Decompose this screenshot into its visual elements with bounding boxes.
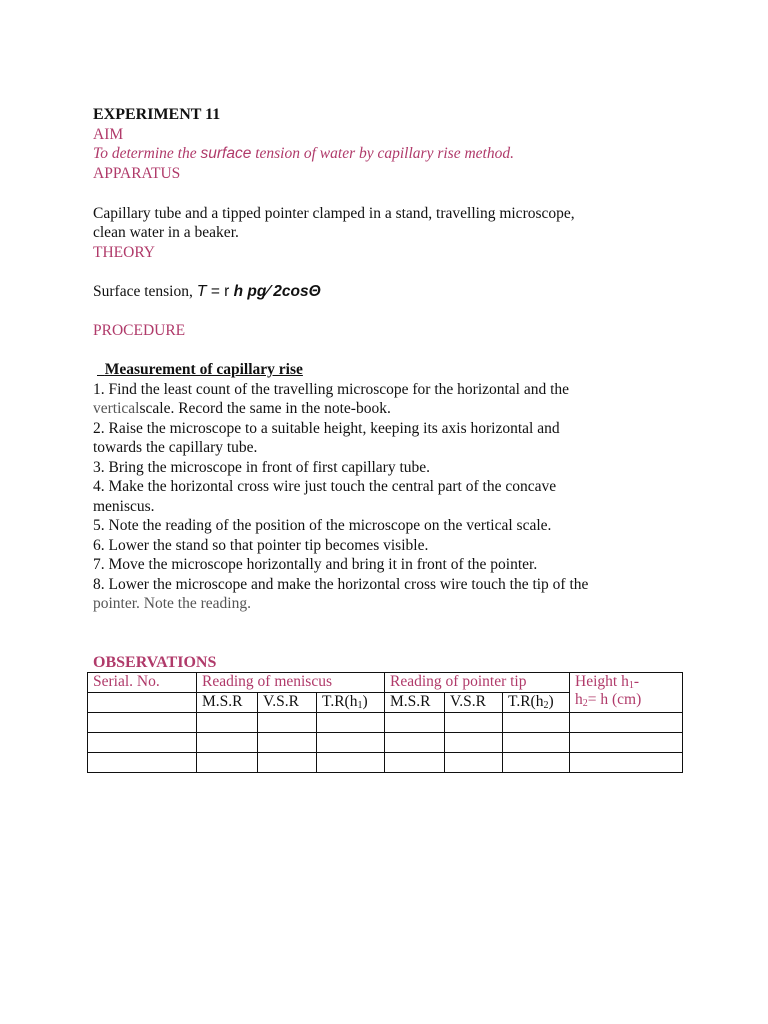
observations-heading: OBSERVATIONS	[93, 654, 217, 671]
table-cell	[317, 713, 385, 733]
apparatus-line-2: clean water in a beaker.	[93, 224, 239, 241]
procedure-subheading: Measurement of capillary rise	[104, 361, 303, 378]
table-cell	[258, 753, 317, 773]
table-cell	[88, 753, 197, 773]
experiment-title: EXPERIMENT 11	[93, 106, 221, 123]
theory-formula: Surface tension, T = r h pg⁄ 2cosΘ	[93, 283, 321, 300]
procedure-step-3: 3. Bring the microscope in front of first capillary tube.	[93, 459, 431, 476]
table-cell	[197, 733, 258, 753]
header-height: Height $h_1-$ $h_2= h$ (cm)	[570, 673, 683, 713]
procedure-step-4: 4. Make the horizontal cross wire just touch the central part of the concave	[93, 478, 557, 495]
procedure-step-7: 7. Move the microscope horizontally and bring it in front of the pointer.	[93, 556, 538, 573]
header-vsr-2: V.S.R	[445, 693, 503, 713]
apparatus-line-1: Capillary tube and a tipped pointer clamped in a stand, travelling microscope,	[93, 205, 575, 222]
header-reading-meniscus: Reading of meniscus	[197, 673, 385, 693]
procedure-heading: PROCEDURE	[93, 322, 186, 339]
header-msr-2: M.S.R	[385, 693, 445, 713]
table-row	[88, 733, 683, 753]
header-tr-h1: $T.R(h_1)$	[317, 693, 385, 713]
table-cell	[503, 753, 570, 773]
header-vsr-1: V.S.R	[258, 693, 317, 713]
table-cell	[445, 733, 503, 753]
table-cell	[88, 713, 197, 733]
table-cell	[570, 753, 683, 773]
observations-table	[87, 672, 683, 773]
table-cell	[258, 733, 317, 753]
table-cell	[503, 733, 570, 753]
theory-heading: THEORY	[93, 244, 155, 261]
table-header-row	[88, 673, 683, 693]
procedure-step-2: 2. Raise the microscope to a suitable height, keeping its axis horizontal and	[93, 420, 560, 437]
aim-heading: AIM	[93, 126, 124, 143]
apparatus-heading: APPARATUS	[93, 165, 181, 182]
procedure-step-5: 5. Note the reading of the position of the microscope on the vertical scale.	[93, 517, 552, 534]
table-cell	[570, 733, 683, 753]
table-row	[88, 713, 683, 733]
procedure-step-6: 6. Lower the stand so that pointer tip becomes visible.	[93, 537, 429, 554]
header-reading-pointer-tip: Reading of pointer tip	[385, 673, 570, 693]
table-cell	[445, 713, 503, 733]
table-cell	[88, 693, 197, 713]
table-cell	[385, 753, 445, 773]
table-cell	[317, 733, 385, 753]
procedure-step-2-cont: towards the capillary tube.	[93, 439, 258, 456]
header-msr-1: M.S.R	[197, 693, 258, 713]
table-cell	[570, 713, 683, 733]
table-cell	[385, 713, 445, 733]
table-cell	[197, 753, 258, 773]
table-cell	[503, 713, 570, 733]
table-cell	[88, 733, 197, 753]
table-cell	[385, 733, 445, 753]
table-cell	[258, 713, 317, 733]
table-cell	[197, 713, 258, 733]
header-tr-h2: $T.R(h_2)$	[503, 693, 570, 713]
table-row	[88, 753, 683, 773]
procedure-step-1: 1. Find the least count of the travelling microscope for the horizontal and the	[93, 381, 570, 398]
procedure-step-8: 8. Lower the microscope and make the horizontal cross wire touch the tip of the	[93, 576, 589, 593]
procedure-step-1-cont: verticalscale. Record the same in the note-book.	[93, 400, 391, 417]
procedure-step-8-cont: pointer. Note the reading.	[93, 595, 251, 612]
table-cell	[317, 753, 385, 773]
table-cell	[445, 753, 503, 773]
aim-text: To determine the surface tension of water by capillary rise method.	[93, 145, 514, 162]
procedure-step-4-cont: meniscus.	[93, 498, 155, 515]
header-serial-no: Serial. No.	[88, 673, 197, 693]
